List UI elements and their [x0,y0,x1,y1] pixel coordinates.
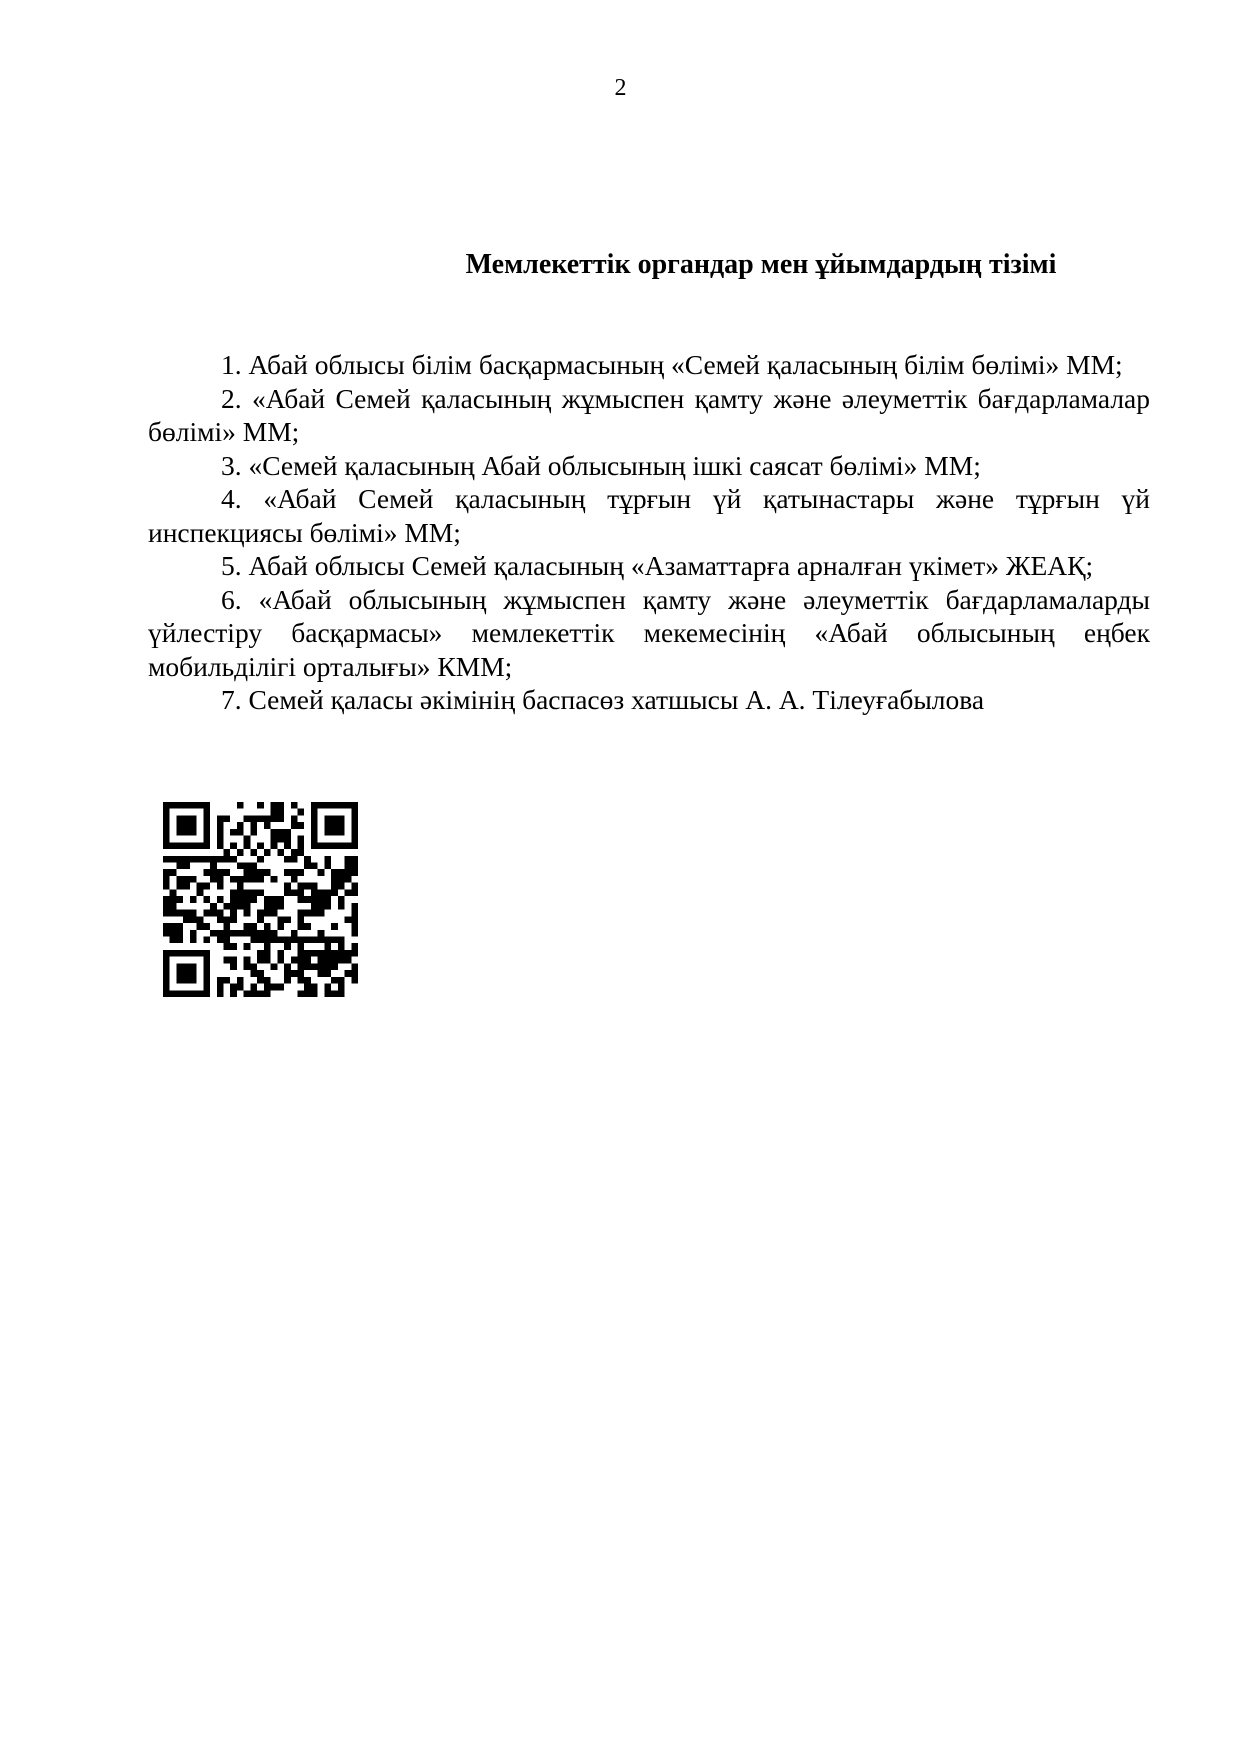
list-item-number: 3. [221,449,242,481]
list-item-number: 5. [221,550,242,581]
list-item-number: 6. [221,583,242,615]
list-item-text: Абай облысы білім басқармасының «Семей қаласының білім бөлімі» ММ; [248,349,1123,380]
document-title [0,248,1224,282]
list-item [148,482,1150,549]
list-item-number: 1. [221,349,242,380]
list-item-text: «Абай Семей қаласының тұрғын үй қатынастары және тұрғын үй инспекциясы бөлімі» ММ; [148,483,1150,548]
list-item-text: Семей қаласы әкімінің баспасөз хатшысы А. А. Тілеуғабылова [248,684,985,715]
list-item-text: «Абай облысының жұмыспен қамту және әлеуметтік бағдарламаларды үйлестіру басқармасы» мемлекеттік мекемесінің «Абай облысының еңбек мобильділігі орталығы» КММ; [148,583,1151,682]
list-item [148,449,1150,483]
document-title-text: Мемлекеттік органдар мен ұйымдардың тізімі [465,249,1057,280]
list-item [148,549,1150,583]
list-item-text: Абай облысы Семей қаласының «Азаматтарға арналған үкімет» ЖЕАҚ; [248,550,1094,581]
list-item-number: 2. [221,382,242,414]
organization-list [148,348,1150,717]
list-item-number: 7. [221,684,242,715]
list-item [148,348,1150,382]
list-item [148,683,1150,717]
list-item [148,583,1150,684]
list-item-number: 4. [221,483,242,514]
list-item [148,382,1150,449]
qr-code-icon [163,802,358,997]
page-number: 2 [614,75,627,101]
list-item-text: «Абай Семей қаласының жұмыспен қамту және әлеуметтік бағдарламалар бөлімі» ММ; [148,382,1150,447]
list-item-text: «Семей қаласының Абай облысының ішкі саясат бөлімі» ММ; [248,449,981,481]
